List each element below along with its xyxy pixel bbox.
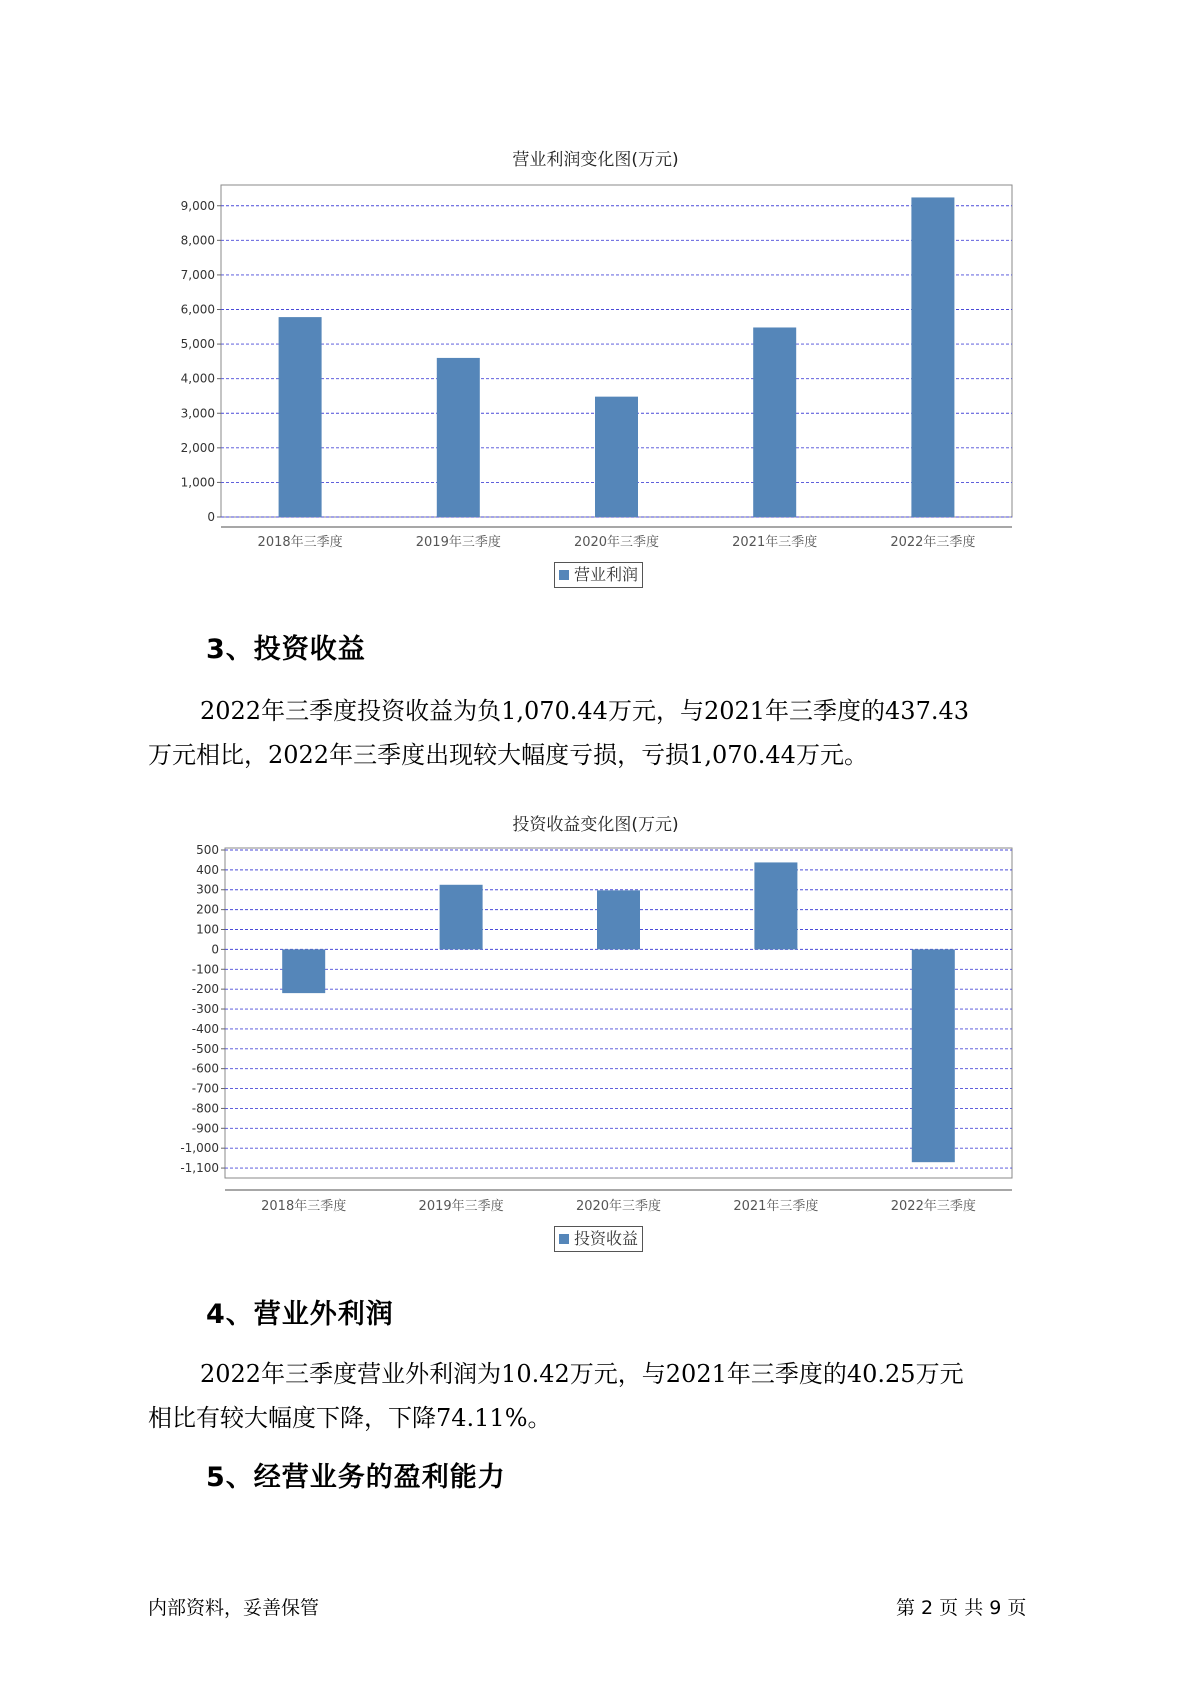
y-tick-label: 2,000 xyxy=(180,440,215,455)
paragraph-non-operating-profit xyxy=(148,1352,1048,1440)
y-tick-label: 7,000 xyxy=(180,267,215,282)
section-heading-non-operating-profit: 4、营业外利润 xyxy=(206,1299,394,1330)
footer-confidential-note: 内部资料，妥善保管 xyxy=(148,1597,320,1619)
y-tick-label: 400 xyxy=(196,862,219,877)
x-tick-label: 2021年三季度 xyxy=(733,1199,819,1214)
y-tick-label: 100 xyxy=(196,922,219,937)
y-tick-label: 9,000 xyxy=(180,198,215,213)
y-tick-label: -1,100 xyxy=(180,1161,219,1176)
y-tick-label: -400 xyxy=(191,1021,219,1036)
x-tick-label: 2020年三季度 xyxy=(573,535,660,550)
x-tick-label: 2019年三季度 xyxy=(415,535,501,550)
y-tick-label: 3,000 xyxy=(180,406,215,421)
y-tick-label: -900 xyxy=(191,1121,219,1136)
y-tick-label: -500 xyxy=(191,1041,219,1056)
bar xyxy=(597,890,640,949)
x-tick-label: 2020年三季度 xyxy=(575,1199,662,1214)
bar xyxy=(282,949,325,993)
y-tick-label: 1,000 xyxy=(180,475,215,490)
y-tick-label: 0 xyxy=(207,510,215,524)
section-heading-business-profitability: 5、经营业务的盈利能力 xyxy=(206,1462,506,1493)
y-tick-label: 300 xyxy=(196,882,219,897)
paragraph-line: 万元相比，2022年三季度出现较大幅度亏损，亏损1,070.44万元。 xyxy=(148,741,868,769)
x-tick-label: 2019年三季度 xyxy=(418,1199,504,1214)
bar xyxy=(912,949,955,1162)
y-tick-label: 500 xyxy=(196,842,219,857)
y-tick-label: -1,000 xyxy=(180,1141,219,1156)
paragraph-line: 2022年三季度营业外利润为10.42万元，与2021年三季度的40.25万元 xyxy=(200,1360,964,1388)
y-tick-label: 4,000 xyxy=(180,371,215,386)
y-tick-label: -700 xyxy=(191,1081,219,1096)
y-tick-label: 0 xyxy=(211,942,219,957)
bar xyxy=(754,862,797,949)
x-tick-label: 2018年三季度 xyxy=(257,535,343,550)
x-tick-label: 2022年三季度 xyxy=(890,535,976,550)
x-tick-label: 2022年三季度 xyxy=(890,1199,976,1214)
legend-swatch xyxy=(559,1234,569,1244)
legend-label: 投资收益 xyxy=(574,1229,639,1248)
legend-label: 营业利润 xyxy=(574,565,639,584)
paragraph-line: 相比有较大幅度下降，下降74.11%。 xyxy=(148,1404,552,1432)
x-tick-label: 2021年三季度 xyxy=(732,535,818,550)
bar xyxy=(440,885,483,950)
y-tick-label: -200 xyxy=(191,982,219,997)
y-tick-label: -800 xyxy=(191,1101,219,1116)
y-tick-label: 200 xyxy=(196,902,219,917)
y-tick-label: -300 xyxy=(191,1002,219,1017)
paragraph-line: 2022年三季度投资收益为负1,070.44万元，与2021年三季度的437.43 xyxy=(200,697,970,725)
x-tick-label: 2018年三季度 xyxy=(261,1199,347,1214)
y-tick-label: -600 xyxy=(191,1061,219,1076)
y-tick-label: -100 xyxy=(191,962,219,977)
chart-title-investment-income: 投资收益变化图(万元) xyxy=(512,815,679,835)
footer-page-number: 第 2 页 共 9 页 xyxy=(896,1597,1027,1619)
y-tick-label: 8,000 xyxy=(180,233,215,248)
chart-title-operating-profit: 营业利润变化图(万元) xyxy=(512,150,679,170)
y-tick-label: 6,000 xyxy=(180,302,215,317)
y-tick-label: 5,000 xyxy=(180,337,215,352)
legend-investment-income xyxy=(554,1226,643,1252)
section-heading-investment-income: 3、投资收益 xyxy=(206,634,366,665)
